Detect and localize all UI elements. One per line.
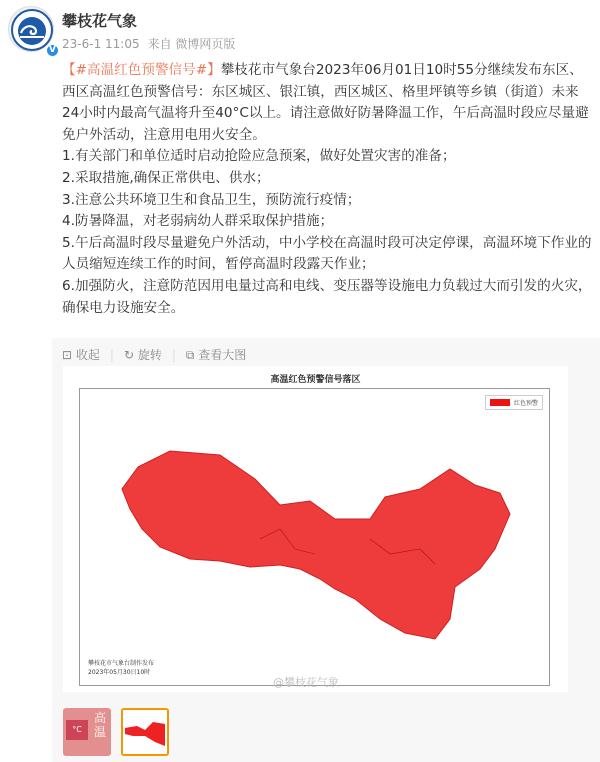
map-frame (79, 388, 550, 686)
map-title: 高温红色预警信号落区 (270, 375, 361, 385)
image-toolbar (62, 346, 246, 363)
map-publisher: 攀枝花市气象台制作发布 (88, 660, 155, 667)
list-item: 3.注意公共环境卫生和食品卫生，预防流行疫情； (62, 191, 361, 208)
verified-badge-icon: V (45, 43, 60, 58)
warning-area-map (80, 389, 551, 687)
collapse-button[interactable]: ⊡ 收起 (62, 348, 100, 362)
post-intro: 攀枝花市气象台2023年06月01日10时55分继续发布东区、西区高温红色预警信号：东区城区、银江镇，西区城区、格里坪镇等乡镇（街道）未来24小时内最高气温将升至40°C以上。请注意做好防暑降温工作，午后高温时段应尽量避免户外活动，注意用电用火安全。 (62, 62, 589, 143)
rotate-label: 旋转 (137, 348, 162, 362)
legend-label: 红色预警 (513, 400, 538, 407)
divider: | (109, 347, 114, 362)
hashtag-link[interactable]: 【#高温红色预警信号#】 (62, 62, 221, 78)
account-name[interactable]: 攀枝花气象 (62, 12, 138, 30)
post-source: 来自 微博网页版 (147, 37, 236, 51)
thumbnail-2-selected[interactable] (121, 708, 169, 756)
post-time[interactable]: 23-6-1 11:05 (62, 37, 140, 51)
list-item: 5.午后高温时段尽量避免户外活动，中小学校在高温时段可决定停课，高温环境下作业的人员缩短连续工作的时间，暂停高温时段露天作业； (62, 234, 592, 273)
avatar[interactable] (8, 6, 56, 55)
collapse-label: 收起 (75, 348, 100, 362)
post-content (62, 60, 592, 319)
warning-map-image[interactable] (63, 366, 568, 692)
view-large-button[interactable]: ⧉ 查看大图 (185, 348, 247, 362)
map-footer (88, 659, 154, 677)
divider: | (171, 347, 176, 362)
list-item: 4.防暑降温，对老弱病幼人群采取保护措施； (62, 213, 334, 230)
post-meta (62, 35, 243, 52)
list-item: 1.有关部门和单位适时启动抢险应急预案，做好处置灾害的准备； (62, 148, 456, 165)
watermark: @攀枝花气象 (273, 676, 339, 689)
list-item: 6.加强防火，注意防范因用电量过高和电线、变压器等设施电力负载过大而引发的火灾，确保电力设施安全。 (62, 277, 592, 316)
thumb-text: 高温 (94, 711, 107, 739)
map-date: 2023年05月30日10时 (88, 669, 151, 676)
rotate-button[interactable]: ↻ 旋转 (123, 348, 162, 362)
view-large-label: 查看大图 (198, 348, 247, 362)
thumb-house-icon: °C (66, 720, 88, 740)
list-item: 2.采取措施,确保正常供电、供水； (62, 169, 270, 186)
thumbnail-1[interactable] (63, 708, 111, 756)
thumb-map-icon (123, 710, 167, 754)
